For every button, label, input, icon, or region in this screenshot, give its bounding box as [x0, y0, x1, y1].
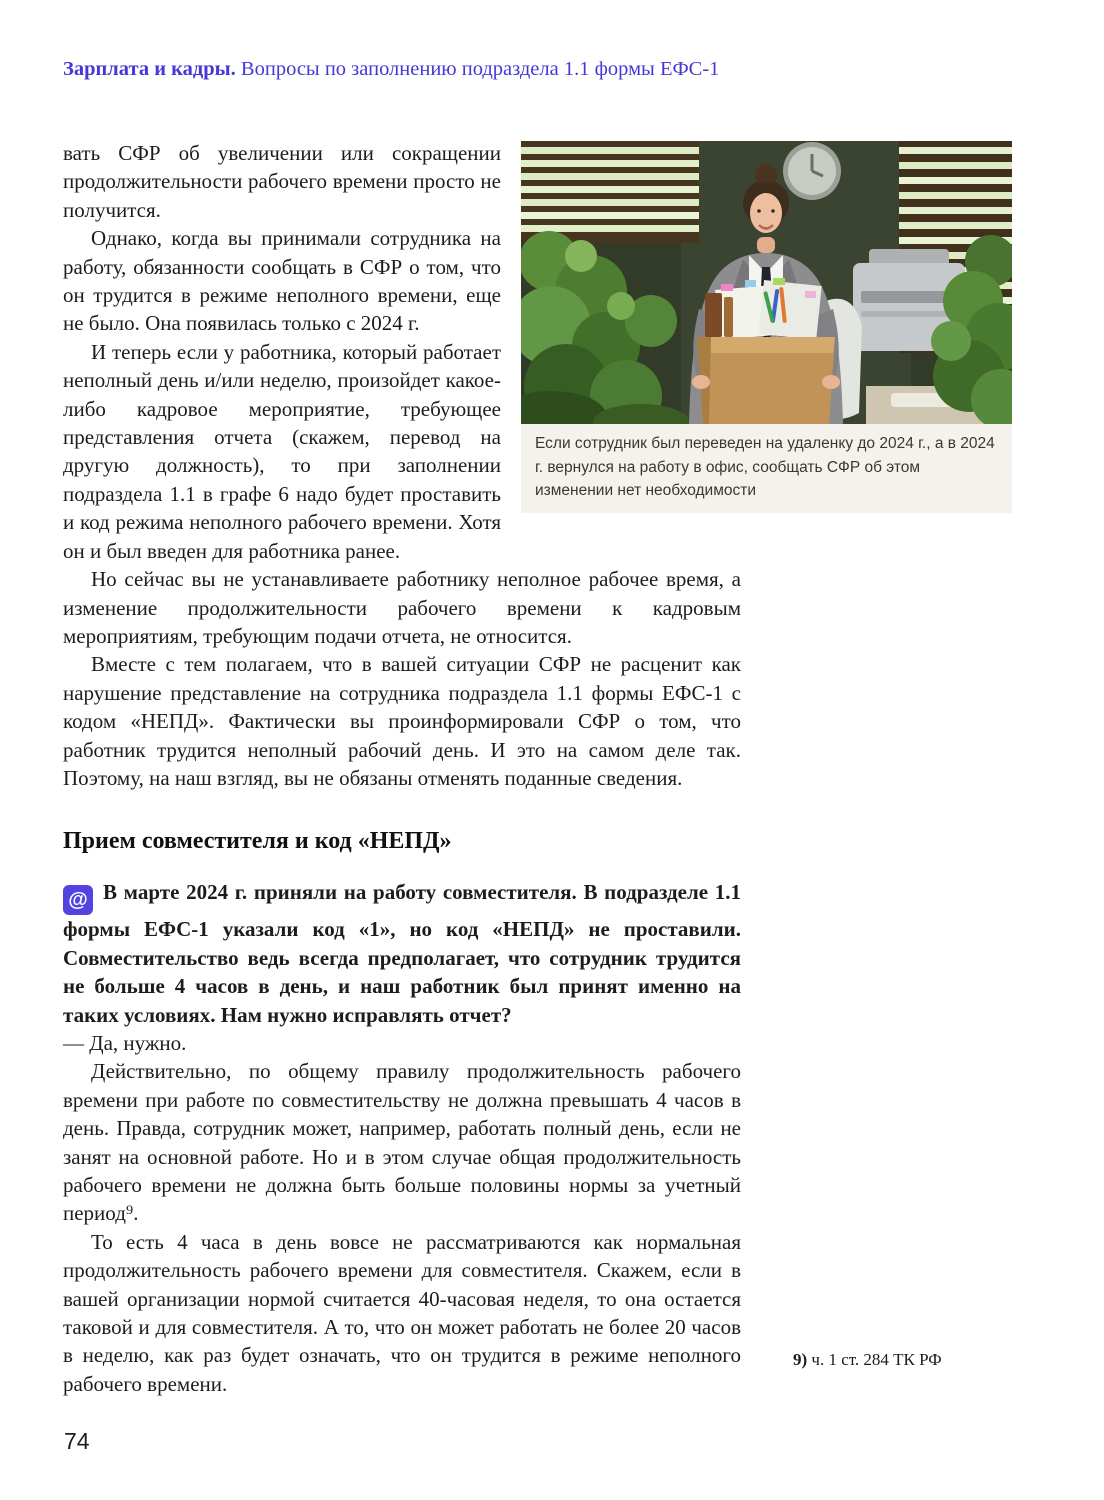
- paragraph: То есть 4 часа в день вовсе не рассматриваются как нормальная продолжительность рабочего времени для совместителя. Скажем, если в вашей организации нормой считается 40-часовая неделя, то она остается таковой и для совместителя. А то, что он может работать не более 20 часов в неделю, как раз будет означать, что он трудится в режиме неполного рабочего времени.: [63, 1229, 741, 1396]
- footnote-marker: 9): [793, 1350, 808, 1369]
- paragraph: Но сейчас вы не устанавливаете работнику неполное рабочее время, а изменение продолжительности рабочего времени к кадровым мероприятиям, требующим подачи отчета, не относится.: [63, 567, 741, 648]
- paragraph: Вместе с тем полагаем, что в вашей ситуации СФР не расценит как нарушение представление на сотрудника подраздела 1.1 формы ЕФС-1 с кодом «НЕПД». Фактически вы проинформировали СФР о том, что работник трудится неполный рабочий день. И это на самом деле так. Поэтому, на наш взгляд, вы не обязаны отменять поданные сведения.: [63, 652, 741, 790]
- answer-short: — Да, нужно.: [63, 1030, 187, 1055]
- page-number: 74: [64, 1428, 90, 1454]
- paragraph: Однако, когда вы принимали сотрудника на работу, обязанности сообщать в СФР о том, что он трудится в режиме неполного времени, еще не было. Она появилась только с 2024 г.: [63, 226, 501, 336]
- photo-caption: Если сотрудник был переведен на удаленку до 2024 г., а в 2024 г. вернулся на работу в офис, сообщать СФР об этом изменении нет необходимости: [521, 424, 1012, 513]
- section-heading: Прием совместителя и код «НЕПД»: [63, 828, 452, 855]
- photo-spacer: [501, 139, 741, 517]
- paragraph: Действительно, по общему правилу продолжительность рабочего времени при работе по совместительству не должна превышать 4 часов в день. Правда, сотрудник может, например, работать полный день, если не занят на основной работе. Но и в этом случае общая продолжительность рабочего времени не должна быть больше половины нормы за учетный период⁹.: [63, 1059, 741, 1226]
- page-header: [63, 56, 1043, 82]
- paragraph: И теперь если у работника, который работает неполный день и/или неделю, произойдет какое-либо кадровое мероприятие, требующее представления отчета (скажем, перевод на другую должность), то при заполнении подраздела 1.1 в графе 6 надо будет проставить и код режима неполного рабочего времени. Хотя он и был введен для работника ранее.: [63, 339, 501, 563]
- at-icon: @: [63, 885, 93, 915]
- header-title: Вопросы по заполнению подраздела 1.1 формы ЕФС-1: [240, 58, 720, 80]
- question-paragraph: [63, 878, 741, 1029]
- footnote: [793, 1349, 1053, 1371]
- paragraph: вать СФР об увеличении или сокращении продолжительности рабочего времени просто не получится.: [63, 141, 501, 222]
- footnote-text: ч. 1 ст. 284 ТК РФ: [807, 1350, 942, 1369]
- article-body: [63, 139, 741, 1398]
- rubric-label: Зарплата и кадры.: [63, 58, 236, 80]
- question-text: В марте 2024 г. приняли на работу совместителя. В подразделе 1.1 формы ЕФС-1 указали код «1», но код «НЕПД» не проставили. Совместительство ведь всегда предполагает, что сотрудник трудится не больше 4 часов в день, и наш работник был принят именно на таких условиях. Нам нужно исправлять отчет?: [63, 880, 741, 1027]
